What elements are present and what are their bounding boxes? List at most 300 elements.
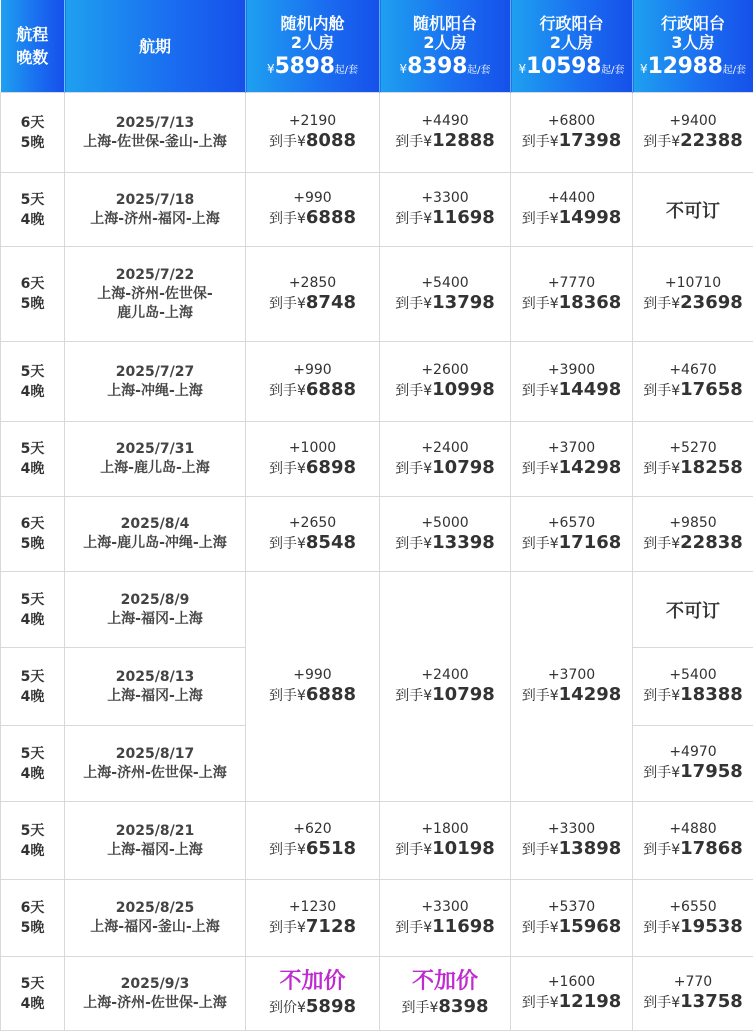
- net-price-prefix: 到手: [522, 296, 550, 312]
- net-price-value: 8548: [306, 532, 356, 553]
- trip-days: 5天: [1, 590, 64, 610]
- trip-nights: 4晚: [1, 994, 64, 1014]
- surcharge-amount: +4670: [633, 361, 753, 379]
- net-price-value: 14298: [559, 457, 622, 478]
- price-cell: [511, 957, 633, 1031]
- net-price: [380, 457, 510, 480]
- price-cell: [246, 802, 380, 880]
- surcharge-amount: +2600: [380, 361, 510, 379]
- trip-days: 6天: [1, 898, 64, 918]
- net-price-prefix: 到手: [269, 296, 297, 312]
- trip-nights: 4晚: [1, 459, 64, 479]
- net-price-value: 6888: [306, 684, 356, 705]
- net-price: [633, 292, 753, 315]
- net-price-prefix: 到手: [395, 842, 423, 858]
- room-occupancy: 2人房: [380, 33, 510, 52]
- table-row: [1, 247, 753, 342]
- currency-symbol: ¥: [423, 383, 432, 399]
- currency-symbol: ¥: [297, 383, 306, 399]
- surcharge-amount: +5370: [511, 898, 632, 916]
- net-price-value: 5898: [306, 996, 356, 1017]
- net-price-value: 11698: [432, 916, 495, 937]
- trip-days: 5天: [1, 439, 64, 459]
- price-cell: [246, 497, 380, 572]
- sailing-info: [65, 173, 246, 247]
- price-cell: [511, 422, 633, 497]
- table-row: [1, 342, 753, 422]
- net-price-prefix: 到手: [269, 688, 297, 704]
- net-price-prefix: 到手: [395, 134, 423, 150]
- net-price: [246, 996, 379, 1019]
- net-price-value: 10198: [432, 838, 495, 859]
- trip-length: [1, 880, 65, 957]
- route-line: 上海-济州-佐世保-上海: [65, 764, 245, 783]
- net-price-value: 10798: [432, 457, 495, 478]
- surcharge-amount: +990: [246, 189, 379, 207]
- sailing-date: 2025/7/13: [65, 114, 245, 133]
- currency-symbol: ¥: [297, 296, 306, 312]
- sailing-info: [65, 880, 246, 957]
- net-price-value: 11698: [432, 207, 495, 228]
- net-price-value: 18368: [559, 292, 622, 313]
- surcharge-amount: +620: [246, 820, 379, 838]
- net-price: [246, 292, 379, 315]
- net-price: [511, 684, 632, 707]
- sailing-date: 2025/7/27: [65, 363, 245, 382]
- surcharge-amount: +5000: [380, 514, 510, 532]
- price-cell: [633, 342, 753, 422]
- net-price: [633, 457, 753, 480]
- header-trip-nights: [1, 0, 65, 93]
- currency-symbol: ¥: [423, 842, 432, 858]
- trip-nights: 4晚: [1, 764, 64, 784]
- net-price: [380, 379, 510, 402]
- price-cell: [246, 247, 380, 342]
- currency-symbol: ¥: [550, 920, 559, 936]
- price-cell: [511, 247, 633, 342]
- net-price: [246, 379, 379, 402]
- route-line: 鹿儿岛-上海: [65, 304, 245, 323]
- surcharge-amount: +1000: [246, 439, 379, 457]
- price-cell: [511, 93, 633, 173]
- sailing-info: [65, 497, 246, 572]
- sailing-date: 2025/7/18: [65, 191, 245, 210]
- net-price-value: 13758: [680, 991, 743, 1012]
- currency-symbol: ¥: [423, 536, 432, 552]
- sailing-info: [65, 247, 246, 342]
- table-row: [1, 173, 753, 247]
- net-price-prefix: 到手: [522, 461, 550, 477]
- room-type: 行政阳台: [633, 14, 753, 33]
- price-cell: [633, 422, 753, 497]
- trip-days: 6天: [1, 113, 64, 133]
- price-cell: [246, 957, 380, 1031]
- trip-length: [1, 726, 65, 802]
- room-occupancy: 3人房: [633, 33, 753, 52]
- net-price: [511, 130, 632, 153]
- net-price: [380, 532, 510, 555]
- net-price-prefix: 到手: [643, 536, 671, 552]
- net-price: [511, 838, 632, 861]
- surcharge-amount: +1600: [511, 973, 632, 991]
- table-row: [1, 497, 753, 572]
- price-cell: [246, 880, 380, 957]
- room-occupancy: 2人房: [246, 33, 379, 52]
- currency-symbol: ¥: [297, 920, 306, 936]
- net-price: [633, 684, 753, 707]
- trip-nights: 4晚: [1, 382, 64, 402]
- net-price: [633, 991, 753, 1014]
- trip-days: 6天: [1, 274, 64, 294]
- currency-symbol: ¥: [671, 134, 680, 150]
- price-cell: [511, 342, 633, 422]
- trip-length: [1, 342, 65, 422]
- room-type: 随机内舱: [246, 14, 379, 33]
- currency-symbol: ¥: [671, 688, 680, 704]
- price-cell: [511, 173, 633, 247]
- trip-length: [1, 957, 65, 1031]
- net-price-prefix: 到手: [643, 995, 671, 1011]
- net-price: [380, 292, 510, 315]
- currency-symbol: ¥: [423, 461, 432, 477]
- room-start-price: ¥8398起/套: [380, 54, 510, 79]
- net-price-value: 8088: [306, 130, 356, 151]
- net-price: [380, 207, 510, 230]
- trip-nights: 5晚: [1, 534, 64, 554]
- route-line: 上海-福冈-上海: [65, 610, 245, 629]
- trip-nights: 5晚: [1, 133, 64, 153]
- table-row: [1, 422, 753, 497]
- net-price-value: 10998: [432, 379, 495, 400]
- trip-days: 6天: [1, 514, 64, 534]
- currency-symbol: ¥: [671, 383, 680, 399]
- net-price-prefix: 到手: [522, 536, 550, 552]
- sailing-info: [65, 342, 246, 422]
- net-price-prefix: 到手: [401, 1000, 429, 1016]
- trip-days: 5天: [1, 362, 64, 382]
- currency-symbol: ¥: [297, 461, 306, 477]
- net-price-value: 17398: [559, 130, 622, 151]
- trip-nights: 4晚: [1, 841, 64, 861]
- header-trip-label: 航程: [1, 23, 65, 46]
- currency-symbol: ¥: [429, 1000, 438, 1016]
- net-price-value: 12888: [432, 130, 495, 151]
- sailing-info: [65, 957, 246, 1031]
- table-row: [1, 572, 753, 648]
- price-cell: [633, 957, 753, 1031]
- net-price: [511, 292, 632, 315]
- trip-days: 5天: [1, 667, 64, 687]
- net-price-value: 8398: [438, 996, 488, 1017]
- surcharge-amount: +6550: [633, 898, 753, 916]
- net-price-prefix: 到手: [522, 134, 550, 150]
- surcharge-amount: +3300: [511, 820, 632, 838]
- net-price-prefix: 到手: [522, 995, 550, 1011]
- net-price: [511, 532, 632, 555]
- price-cell: [380, 802, 511, 880]
- price-cell: [246, 342, 380, 422]
- trip-days: 5天: [1, 190, 64, 210]
- surcharge-amount: +2400: [380, 439, 510, 457]
- price-cell: [246, 173, 380, 247]
- surcharge-amount: +4400: [511, 189, 632, 207]
- currency-symbol: ¥: [671, 842, 680, 858]
- route-line: 上海-济州-佐世保-: [65, 285, 245, 304]
- net-price: [380, 684, 510, 707]
- price-cell: [633, 497, 753, 572]
- net-price-prefix: 到手: [395, 211, 423, 227]
- currency-symbol: ¥: [671, 920, 680, 936]
- net-price-value: 14498: [559, 379, 622, 400]
- room-type: 行政阳台: [511, 14, 632, 33]
- price-cell: [246, 422, 380, 497]
- sailing-date: 2025/8/17: [65, 745, 245, 764]
- net-price-prefix: 到手: [522, 842, 550, 858]
- net-price: [380, 130, 510, 153]
- price-cell: [380, 93, 511, 173]
- price-cell: [380, 173, 511, 247]
- net-price-value: 6898: [306, 457, 356, 478]
- surcharge-amount: +2850: [246, 274, 379, 292]
- surcharge-amount: +3300: [380, 189, 510, 207]
- currency-symbol: ¥: [550, 536, 559, 552]
- net-price: [246, 916, 379, 939]
- net-price-prefix: 到价: [269, 1000, 297, 1016]
- net-price: [633, 916, 753, 939]
- net-price-value: 22388: [680, 130, 743, 151]
- table-row: [1, 880, 753, 957]
- price-cell: [633, 726, 753, 802]
- surcharge-amount: +5270: [633, 439, 753, 457]
- currency-symbol: ¥: [423, 134, 432, 150]
- surcharge-amount: +1230: [246, 898, 379, 916]
- unavailable-label: 不可订: [633, 197, 753, 223]
- price-cell: [380, 572, 511, 802]
- trip-length: [1, 648, 65, 726]
- price-cell: [380, 880, 511, 957]
- currency-symbol: ¥: [550, 995, 559, 1011]
- header-room-3: [633, 0, 753, 93]
- currency-symbol: ¥: [550, 383, 559, 399]
- net-price-prefix: 到手: [395, 920, 423, 936]
- net-price: [246, 130, 379, 153]
- net-price-value: 17168: [559, 532, 622, 553]
- surcharge-amount: +9850: [633, 514, 753, 532]
- sailing-date: 2025/8/9: [65, 591, 245, 610]
- sailing-date: 2025/8/13: [65, 668, 245, 687]
- table-row: [1, 957, 753, 1031]
- currency-symbol: ¥: [550, 211, 559, 227]
- net-price: [246, 532, 379, 555]
- surcharge-amount: +3300: [380, 898, 510, 916]
- surcharge-amount: +5400: [380, 274, 510, 292]
- room-start-price: ¥10598起/套: [511, 54, 632, 79]
- net-price: [511, 379, 632, 402]
- price-cell: [380, 497, 511, 572]
- route-line: 上海-济州-福冈-上海: [65, 210, 245, 229]
- header-room-0: [246, 0, 380, 93]
- trip-days: 5天: [1, 974, 64, 994]
- header-nights-label: 晚数: [1, 46, 65, 69]
- price-cell: [633, 648, 753, 726]
- price-cell: [511, 572, 633, 802]
- sailing-info: [65, 93, 246, 173]
- room-start-price: ¥5898起/套: [246, 54, 379, 79]
- surcharge-amount: +2400: [380, 666, 510, 684]
- net-price: [633, 130, 753, 153]
- surcharge-amount: +5400: [633, 666, 753, 684]
- net-price-prefix: 到手: [269, 383, 297, 399]
- currency-symbol: ¥: [297, 1000, 306, 1016]
- net-price-prefix: 到手: [395, 296, 423, 312]
- net-price-prefix: 到手: [269, 920, 297, 936]
- currency-symbol: ¥: [550, 134, 559, 150]
- net-price: [246, 684, 379, 707]
- sailing-date: 2025/8/25: [65, 899, 245, 918]
- no-surcharge-badge: 不加价: [380, 968, 510, 996]
- header-date-label: 航期: [139, 37, 171, 56]
- net-price-value: 14298: [559, 684, 622, 705]
- price-cell: [633, 880, 753, 957]
- net-price-prefix: 到手: [522, 383, 550, 399]
- surcharge-amount: +2190: [246, 112, 379, 130]
- room-occupancy: 2人房: [511, 33, 632, 52]
- trip-nights: 5晚: [1, 918, 64, 938]
- net-price-prefix: 到手: [522, 920, 550, 936]
- price-cell: [246, 572, 380, 802]
- net-price: [511, 207, 632, 230]
- net-price-value: 10798: [432, 684, 495, 705]
- net-price: [633, 379, 753, 402]
- trip-length: [1, 247, 65, 342]
- trip-nights: 4晚: [1, 210, 64, 230]
- no-surcharge-badge: 不加价: [246, 968, 379, 996]
- net-price-prefix: 到手: [643, 461, 671, 477]
- route-line: 上海-鹿儿岛-上海: [65, 459, 245, 478]
- net-price-value: 6518: [306, 838, 356, 859]
- sailing-date: 2025/7/31: [65, 440, 245, 459]
- surcharge-amount: +3900: [511, 361, 632, 379]
- net-price-value: 13398: [432, 532, 495, 553]
- net-price-value: 6888: [306, 379, 356, 400]
- surcharge-amount: +6570: [511, 514, 632, 532]
- currency-symbol: ¥: [550, 688, 559, 704]
- currency-symbol: ¥: [297, 842, 306, 858]
- surcharge-amount: +6800: [511, 112, 632, 130]
- net-price-prefix: 到手: [395, 688, 423, 704]
- net-price-value: 6888: [306, 207, 356, 228]
- sailing-info: [65, 648, 246, 726]
- header-row: [1, 0, 753, 93]
- net-price-prefix: 到手: [395, 461, 423, 477]
- net-price-prefix: 到手: [269, 536, 297, 552]
- price-cell: [511, 880, 633, 957]
- header-sailing-date: [65, 0, 246, 93]
- table-row: [1, 93, 753, 173]
- net-price: [633, 838, 753, 861]
- currency-symbol: ¥: [297, 211, 306, 227]
- surcharge-amount: +9400: [633, 112, 753, 130]
- table-row: [1, 802, 753, 880]
- trip-length: [1, 93, 65, 173]
- net-price-prefix: 到手: [269, 211, 297, 227]
- net-price-prefix: 到手: [643, 296, 671, 312]
- route-line: 上海-鹿儿岛-冲绳-上海: [65, 534, 245, 553]
- net-price-prefix: 到手: [395, 536, 423, 552]
- net-price-value: 18388: [680, 684, 743, 705]
- trip-length: [1, 497, 65, 572]
- table-body: [1, 93, 753, 1031]
- net-price-prefix: 到手: [643, 765, 671, 781]
- currency-symbol: ¥: [550, 842, 559, 858]
- currency-symbol: ¥: [297, 688, 306, 704]
- trip-length: [1, 422, 65, 497]
- net-price: [246, 207, 379, 230]
- surcharge-amount: +990: [246, 361, 379, 379]
- net-price-prefix: 到手: [269, 842, 297, 858]
- surcharge-amount: +10710: [633, 274, 753, 292]
- route-line: 上海-济州-佐世保-上海: [65, 994, 245, 1013]
- currency-symbol: ¥: [423, 296, 432, 312]
- net-price-value: 8748: [306, 292, 356, 313]
- net-price-value: 19538: [680, 916, 743, 937]
- net-price-value: 22838: [680, 532, 743, 553]
- trip-nights: 5晚: [1, 294, 64, 314]
- net-price-prefix: 到手: [522, 688, 550, 704]
- route-line: 上海-福冈-釜山-上海: [65, 918, 245, 937]
- header-room-2: [511, 0, 633, 93]
- sailing-info: [65, 422, 246, 497]
- surcharge-amount: +3700: [511, 666, 632, 684]
- net-price: [633, 532, 753, 555]
- currency-symbol: ¥: [671, 995, 680, 1011]
- trip-nights: 4晚: [1, 610, 64, 630]
- currency-symbol: ¥: [671, 536, 680, 552]
- net-price-value: 17658: [680, 379, 743, 400]
- trip-days: 5天: [1, 744, 64, 764]
- net-price: [511, 457, 632, 480]
- currency-symbol: ¥: [297, 134, 306, 150]
- price-cell: [246, 93, 380, 173]
- surcharge-amount: +4880: [633, 820, 753, 838]
- sailing-date: 2025/8/21: [65, 822, 245, 841]
- net-price-value: 7128: [306, 916, 356, 937]
- net-price-value: 13798: [432, 292, 495, 313]
- net-price-prefix: 到手: [395, 383, 423, 399]
- net-price: [511, 916, 632, 939]
- trip-length: [1, 572, 65, 648]
- net-price-prefix: 到手: [643, 688, 671, 704]
- surcharge-amount: +990: [246, 666, 379, 684]
- trip-length: [1, 173, 65, 247]
- surcharge-amount: +3700: [511, 439, 632, 457]
- currency-symbol: ¥: [671, 461, 680, 477]
- trip-nights: 4晚: [1, 687, 64, 707]
- price-cell: [511, 497, 633, 572]
- currency-symbol: ¥: [671, 296, 680, 312]
- price-cell: [633, 572, 753, 648]
- surcharge-amount: +1800: [380, 820, 510, 838]
- currency-symbol: ¥: [297, 536, 306, 552]
- net-price-prefix: 到手: [643, 842, 671, 858]
- net-price-value: 23698: [680, 292, 743, 313]
- route-line: 上海-佐世保-釜山-上海: [65, 133, 245, 152]
- net-price: [380, 916, 510, 939]
- route-line: 上海-福冈-上海: [65, 841, 245, 860]
- currency-symbol: ¥: [423, 211, 432, 227]
- surcharge-amount: +4490: [380, 112, 510, 130]
- route-line: 上海-福冈-上海: [65, 687, 245, 706]
